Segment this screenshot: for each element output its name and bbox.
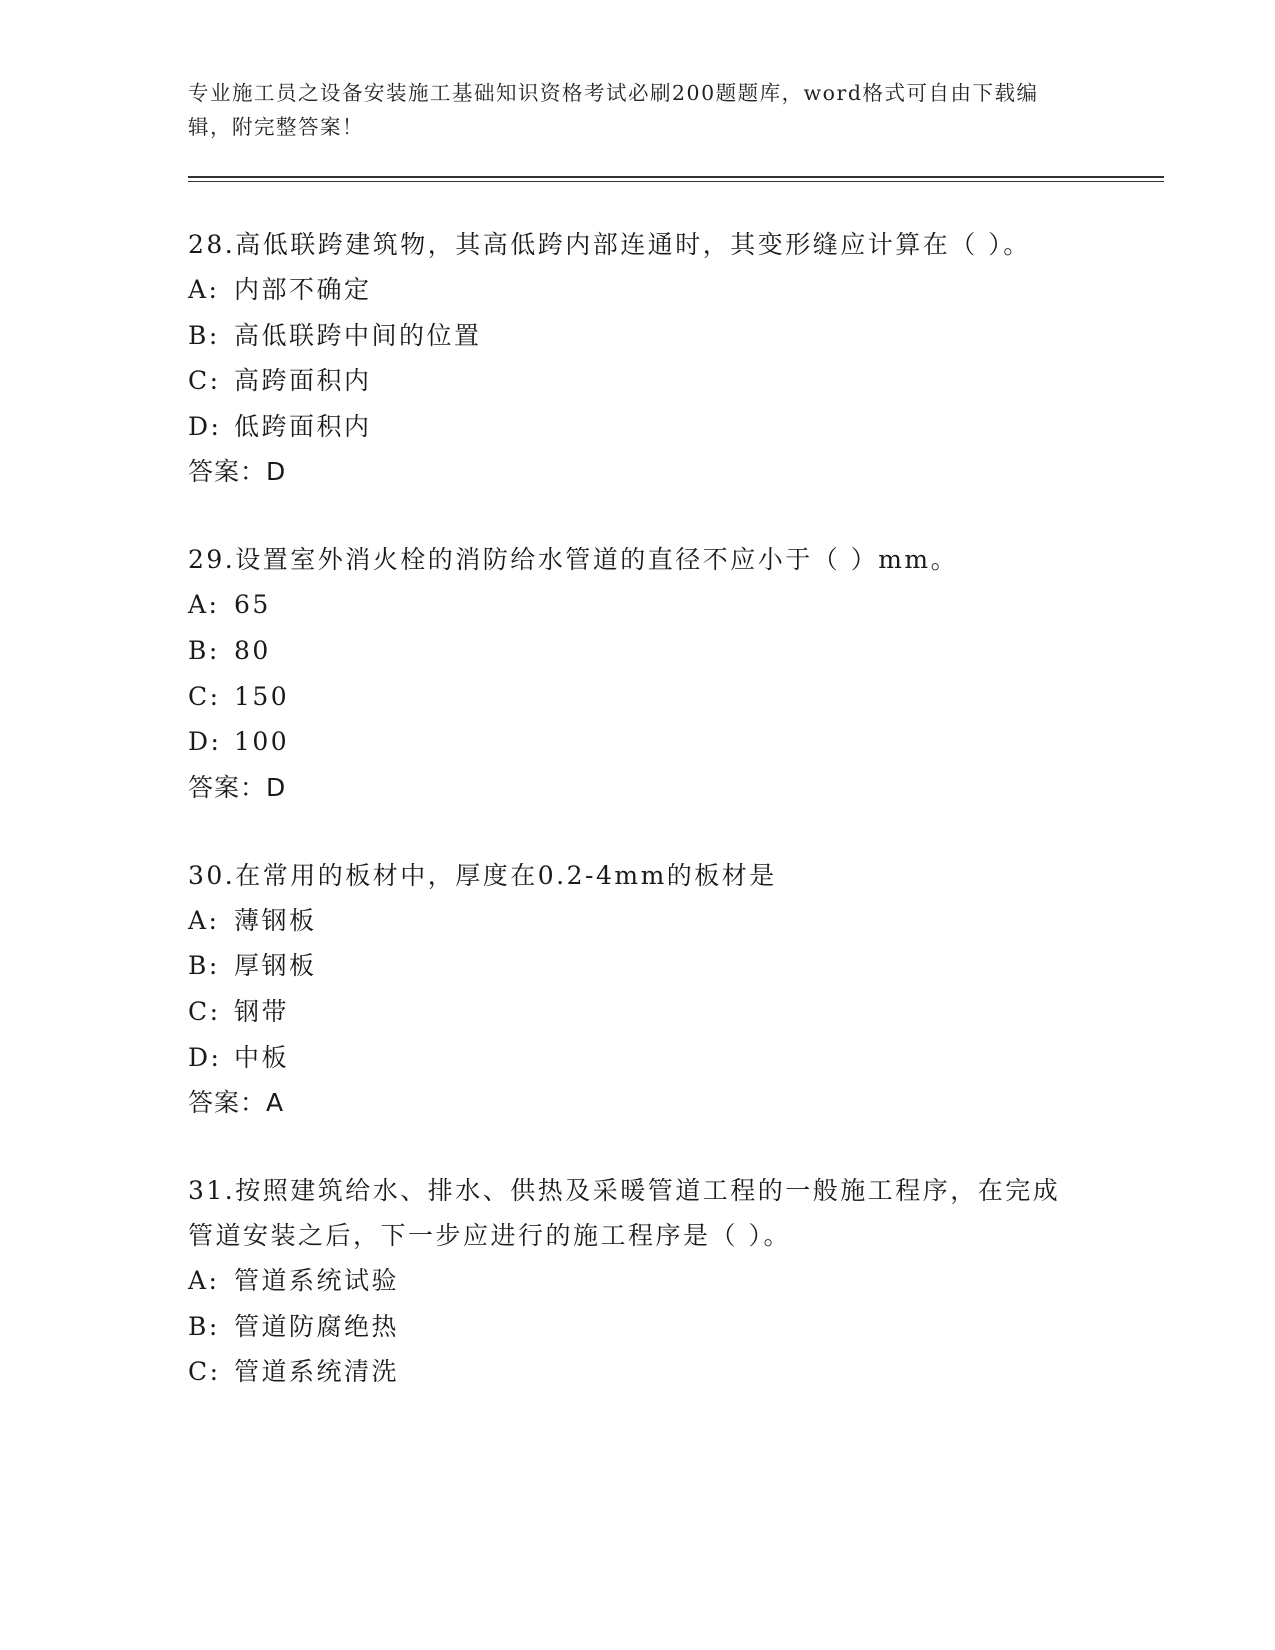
option-d: [188, 404, 1168, 450]
document-header: 专业施工员之设备安装施工基础知识资格考试必刷200题题库，word格式可自由下载编辑，附完整答案！: [188, 81, 1039, 139]
option-d: [188, 719, 1168, 765]
option-a: [188, 582, 1168, 628]
option-letter: D:: [188, 727, 222, 757]
question-31: [188, 1168, 1168, 1395]
option-text: 低跨面积内: [234, 411, 372, 441]
option-c: [188, 989, 1168, 1035]
answer-line: 答案：D: [188, 772, 287, 802]
option-letter: D:: [188, 411, 222, 441]
option-text: 薄钢板: [234, 905, 317, 935]
option-c: [188, 674, 1168, 720]
option-text: 厚钢板: [234, 951, 317, 981]
option-a: [188, 1258, 1168, 1304]
option-letter: C:: [188, 681, 221, 711]
option-d: [188, 1035, 1168, 1081]
option-b: [188, 628, 1168, 674]
answer-line: 答案：D: [188, 457, 287, 487]
option-letter: B:: [188, 320, 220, 350]
option-c: [188, 358, 1168, 404]
option-text: 65: [234, 590, 271, 620]
option-text: 管道系统试验: [234, 1266, 400, 1296]
option-letter: C:: [188, 1357, 221, 1387]
option-text: 80: [234, 635, 271, 665]
question-stem: 29.设置室外消火栓的消防给水管道的直径不应小于（ ）mm。: [188, 545, 959, 575]
option-text: 管道防腐绝热: [234, 1311, 400, 1341]
header-divider: [188, 176, 1164, 182]
question-stem: 31.按照建筑给水、排水、供热及采暖管道工程的一般施工程序，在完成管道安装之后，下一步应进行的施工程序是（ ）。: [188, 1176, 1061, 1251]
question-30: [188, 853, 1168, 1126]
option-text: 高跨面积内: [234, 366, 372, 396]
question-stem: 30.在常用的板材中，厚度在0.2-4mm的板材是: [188, 860, 777, 890]
option-a: [188, 267, 1168, 313]
option-text: 高低联跨中间的位置: [234, 320, 482, 350]
option-letter: A:: [188, 905, 220, 935]
document-page: [188, 76, 1168, 1395]
option-letter: A:: [188, 275, 220, 304]
divider-line-thick: [188, 176, 1164, 178]
option-a: [188, 898, 1168, 944]
option-letter: B:: [188, 635, 220, 665]
option-letter: B:: [188, 951, 220, 981]
option-letter: C:: [188, 996, 221, 1026]
question-29: [188, 537, 1168, 810]
answer-line: 答案：A: [188, 1088, 285, 1118]
option-text: 中板: [234, 1042, 290, 1072]
option-text: 内部不确定: [234, 275, 372, 304]
option-text: 150: [234, 681, 290, 711]
divider-line-thin: [188, 181, 1164, 182]
option-letter: C:: [188, 366, 221, 396]
option-letter: A:: [188, 590, 220, 620]
option-letter: B:: [188, 1311, 220, 1341]
option-c: [188, 1349, 1168, 1395]
option-letter: A:: [188, 1266, 220, 1296]
option-b: [188, 943, 1168, 989]
question-28: [188, 222, 1168, 495]
option-text: 100: [234, 727, 290, 757]
option-b: [188, 313, 1168, 359]
option-text: 管道系统清洗: [234, 1357, 400, 1387]
option-text: 钢带: [234, 996, 290, 1026]
question-stem: 28.高低联跨建筑物，其高低跨内部连通时，其变形缝应计算在（ ）。: [188, 230, 1031, 259]
option-b: [188, 1304, 1168, 1350]
option-letter: D:: [188, 1042, 222, 1072]
